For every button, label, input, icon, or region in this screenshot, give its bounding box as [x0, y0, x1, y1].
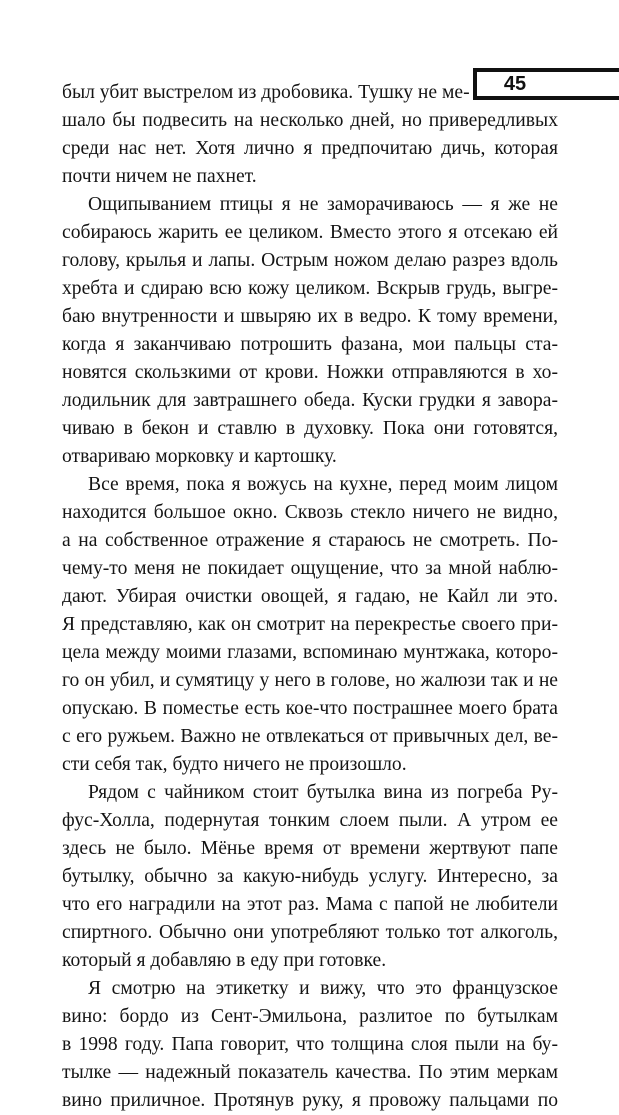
text-line: опускаю. В поместье есть кое-что пострашнее моего брата: [62, 698, 558, 719]
text-line: собираюсь жарить ее целиком. Вместо этого я отсекаю ей: [62, 222, 558, 243]
text-line: а на собственное отражение я стараюсь не смотреть. По-: [62, 530, 558, 551]
text-line: дают. Убирая очистки овощей, я гадаю, не Кайл ли это.: [62, 586, 558, 607]
page-number: 45: [503, 73, 527, 95]
body-text: [62, 79, 558, 1115]
text-line: спиртного. Обычно они употребляют только тот алкоголь,: [62, 922, 558, 943]
text-line: новятся скользкими от крови. Ножки отправляются в хо-: [62, 362, 558, 383]
text-line: отвариваю морковку и картошку.: [62, 446, 337, 467]
text-line: Все время, пока я вожусь на кухне, перед моим лицом: [88, 474, 558, 495]
text-line: здесь не было. Мёнье время от времени жертвуют папе: [62, 838, 558, 859]
text-line: который я добавляю в еду при готовке.: [62, 950, 387, 971]
text-line: в 1998 году. Папа говорит, что толщина слоя пыли на бу-: [62, 1034, 558, 1055]
text-line: лодильник для завтрашнего обеда. Куски грудки я завора-: [62, 390, 558, 411]
text-line: Я представляю, как он смотрит на перекрестье своего при-: [62, 614, 558, 635]
text-line: бутылку, обычно за какую-нибудь услугу. Интересно, за: [62, 866, 558, 887]
text-line: хребта и сдираю всю кожу целиком. Вскрыв грудь, выгре-: [62, 278, 558, 299]
text-line: вино: бордо из Сент-Эмильона, разлитое по бутылкам: [62, 1006, 558, 1027]
text-line: когда я заканчиваю потрошить фазана, мои пальцы ста-: [62, 334, 558, 355]
text-line: с его ружьем. Важно не отвлекаться от привычных дел, ве-: [62, 726, 558, 747]
text-line: находится большое окно. Сквозь стекло ничего не видно,: [62, 502, 558, 523]
text-line: среди нас нет. Хотя лично я предпочитаю дичь, которая: [62, 138, 558, 159]
text-line: Я смотрю на этикетку и вижу, что это французское: [88, 978, 558, 999]
text-line: фус-Холла, подернутая тонким слоем пыли. А утром ее: [62, 810, 558, 831]
text-line: баю внутренности и швыряю их в ведро. К тому времени,: [62, 306, 558, 327]
text-line: тылке — надежный показатель качества. По этим меркам: [62, 1062, 558, 1083]
text-line: что его наградили на этот раз. Мама с папой не любители: [62, 894, 558, 915]
text-line: го он убил, и сумятицу у него в голове, но жалюзи так и не: [62, 670, 558, 691]
text-line: Рядом с чайником стоит бутылка вина из погреба Ру-: [88, 782, 558, 803]
text-line: чему-то меня не покидает ощущение, что за мной наблю-: [62, 558, 558, 579]
text-line: Ощипыванием птицы я не заморачиваюсь — я же не: [88, 194, 558, 215]
text-line: цела между моими глазами, вспоминаю мунтжака, которо-: [62, 642, 558, 663]
text-line: был убит выстрелом из дробовика. Тушку не ме-: [62, 82, 470, 103]
text-line: почти ничем не пахнет.: [62, 166, 257, 187]
text-line: вино приличное. Протянув руку, я провожу пальцами по: [62, 1090, 558, 1111]
text-line: голову, крылья и лапы. Острым ножом делаю разрез вдоль: [62, 250, 558, 271]
text-line: чиваю в бекон и ставлю в духовку. Пока они готовятся,: [62, 418, 558, 439]
text-line: шало бы подвесить на несколько дней, но привередливых: [62, 110, 558, 131]
text-line: сти себя так, будто ничего не произошло.: [62, 754, 407, 775]
